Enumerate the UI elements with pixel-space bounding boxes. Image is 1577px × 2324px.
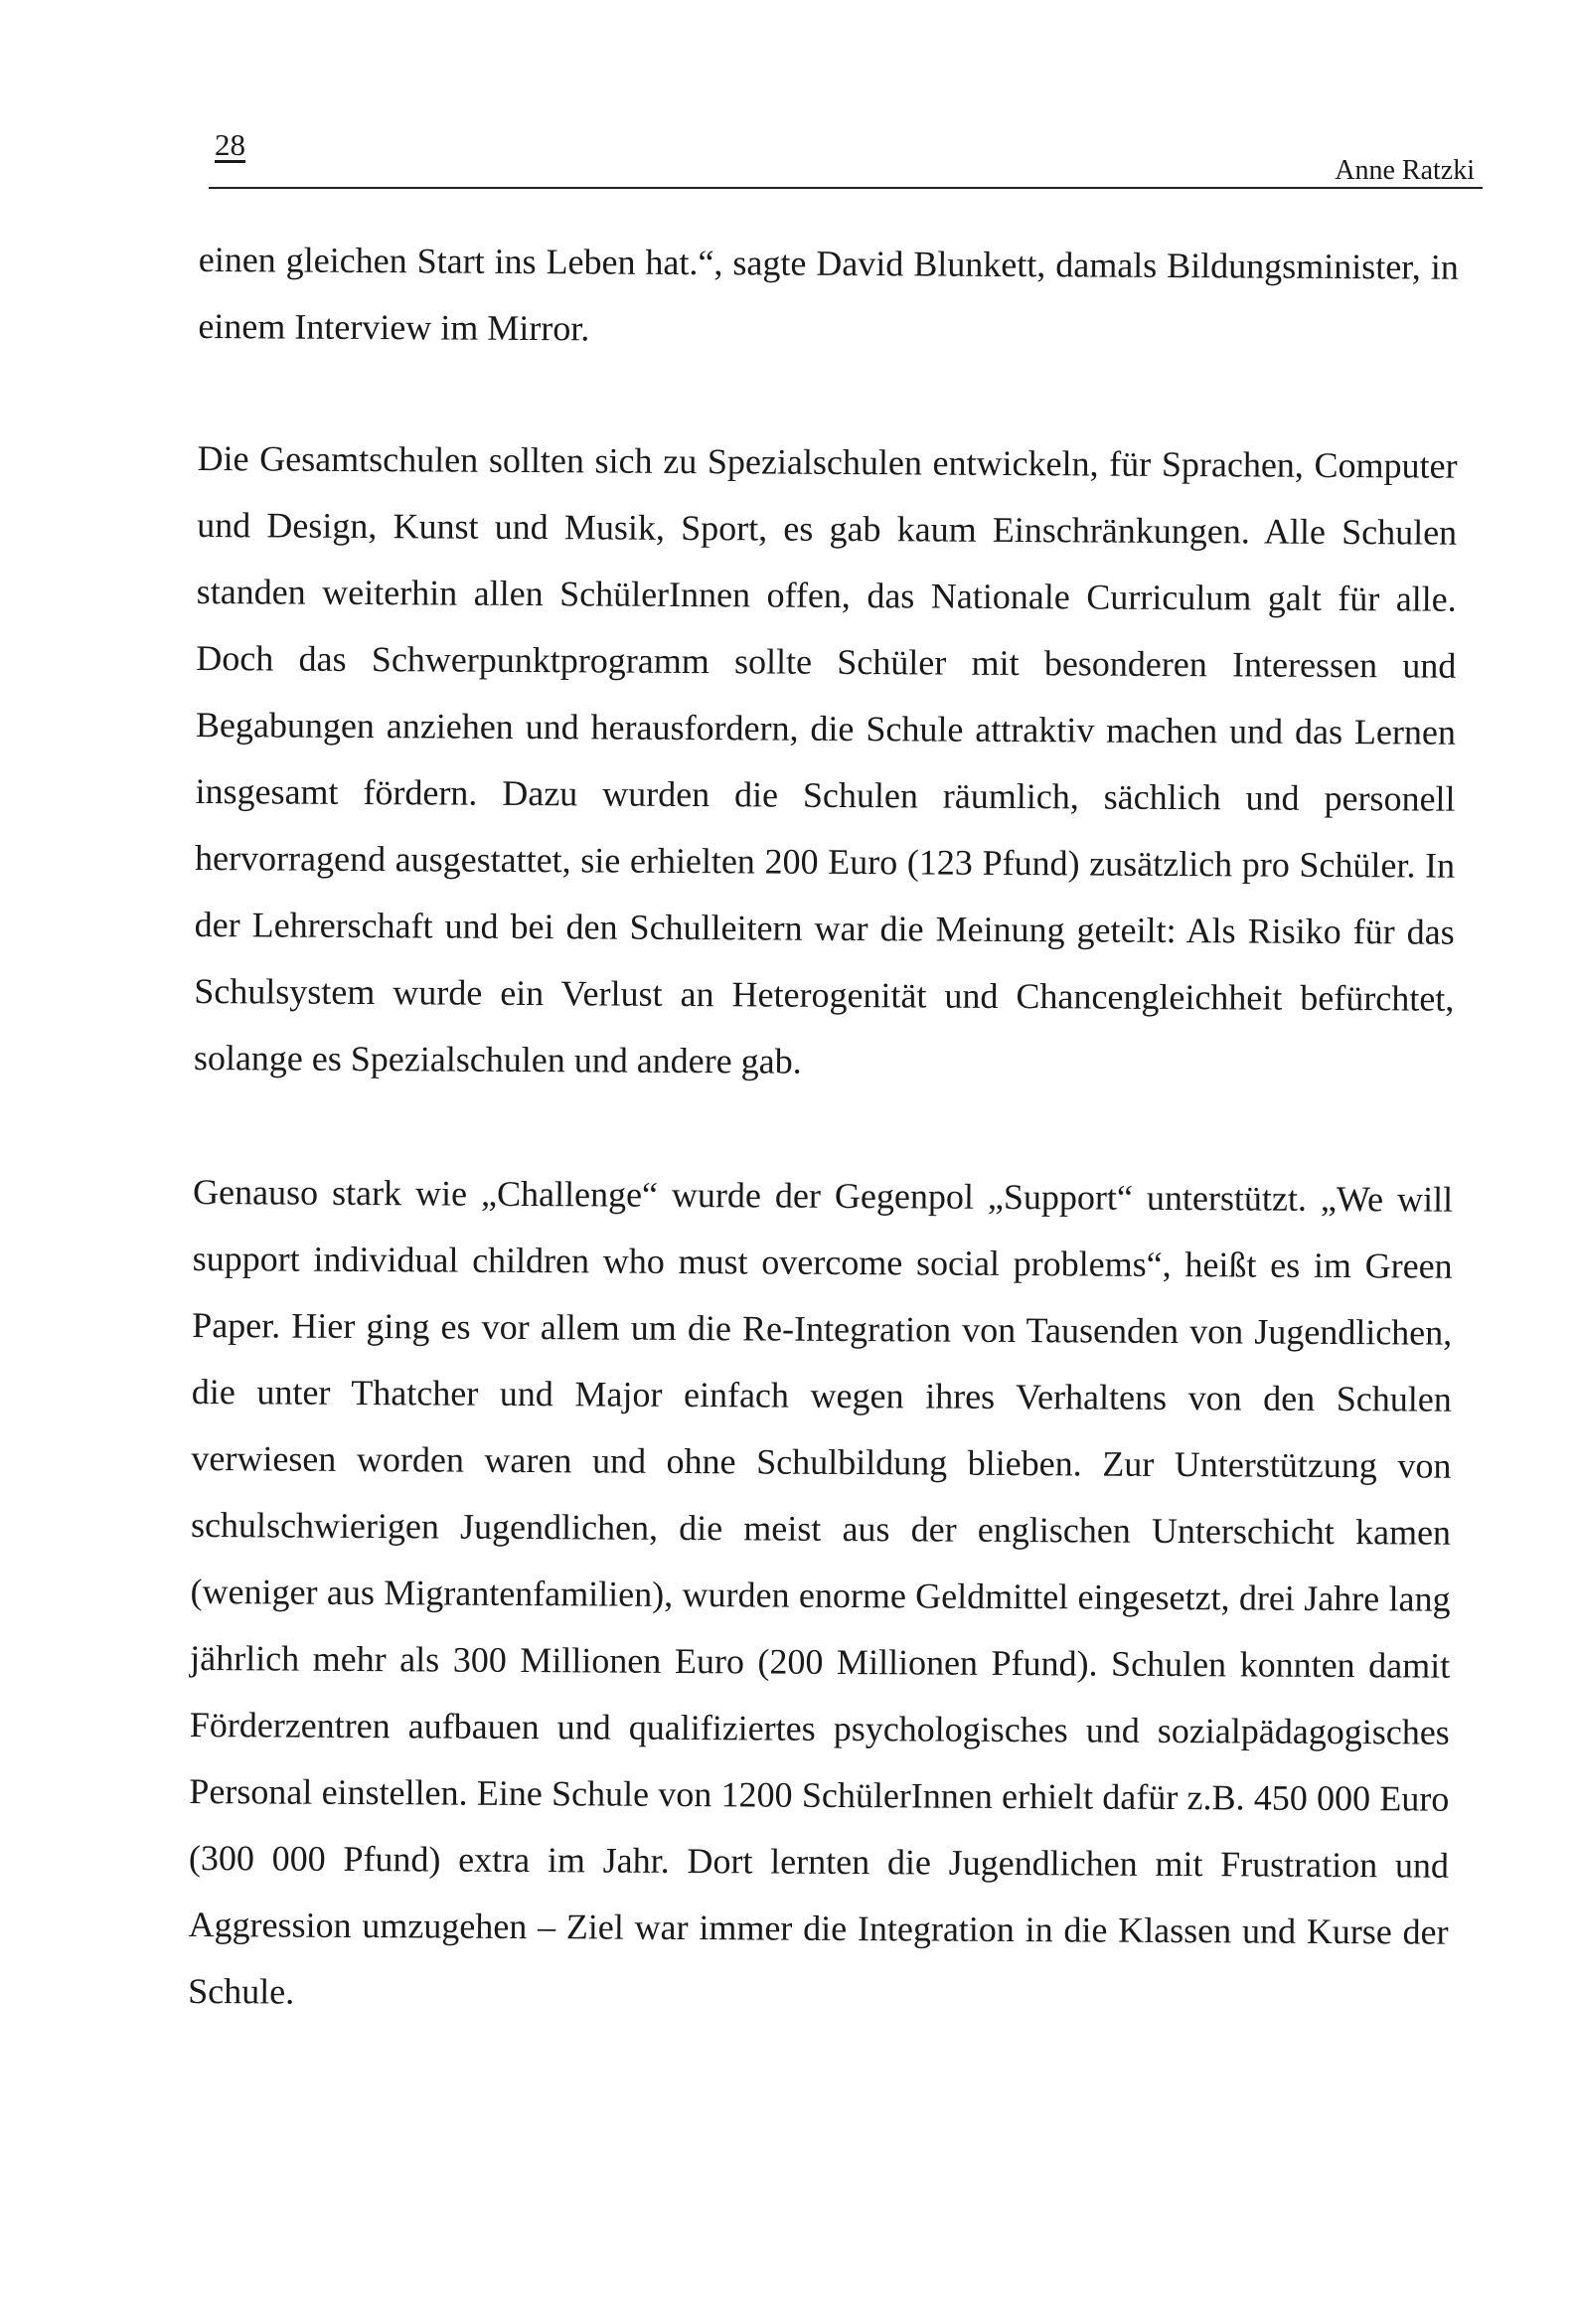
paragraph-3: Genauso stark wie „Challenge“ wurde der Gegenpol „Support“ unterstützt. „We will support individual children who must overcome social problems“, heißt es im Green Paper. Hier ging es vor allem um die Re-Integration von Tausenden von Jugendlichen, die unter Thatcher und Major einfach wegen ihres Verhaltens von den Schulen verwiesen worden waren und ohne Schulbildung blieben. Zur Unterstützung von schulschwierigen Jugendlichen, die meist aus der englischen Unterschicht kamen (weniger aus Migrantenfamilien), wurden enorme Geldmittel eingesetzt, drei Jahre lang jährlich mehr als 300 Millionen Euro (200 Millionen Pfund). Schulen konnten damit Förderzentren aufbauen und qualifiziertes psychologisches und sozialpädagogisches Personal einstellen. Eine Schule von 1200 SchülerInnen erhielt dafür z.B. 450 000 Euro (300 000 Pfund) extra im Jahr. Dort lernten die Jugendlichen mit Frustration und Aggression umzugehen – Ziel war immer die Integration in die Klassen und Kurse der Schule.	[188, 1171, 1454, 2012]
paragraph-2: Die Gesamtschulen sollten sich zu Spezialschulen entwickeln, für Sprachen, Computer und Design, Kunst und Musik, Sport, es gab kaum Einschränkungen. Alle Schulen standen weiterhin allen SchülerInnen offen, das Nationale Curriculum galt für alle. Doch das Schwerpunktprogramm sollte Schüler mit besonderen Interessen und Begabungen anziehen und herausfordern, die Schule attraktiv machen und das Lernen insgesamt fördern. Dazu wurden die Schulen räumlich, sächlich und personell hervorragend ausgestattet, sie erhielten 200 Euro (123 Pfund) zusätzlich pro Schüler. In der Lehrerschaft und bei den Schulleitern war die Meinung geteilt: Als Risiko für das Schulsystem wurde ein Verlust an Heterogenität und Chancengleichheit befürchtet, solange es Spezialschulen und andere gab.	[193, 437, 1458, 1081]
paragraph-1: einen gleichen Start ins Leben hat.“, sagte David Blunkett, damals Bildungsminister, in einem Interview im Mirror.	[198, 239, 1459, 349]
page-header	[209, 125, 1483, 189]
page-number: 28	[215, 127, 245, 162]
body-text	[188, 227, 1459, 2033]
running-head-author: Anne Ratzki	[1335, 155, 1475, 186]
